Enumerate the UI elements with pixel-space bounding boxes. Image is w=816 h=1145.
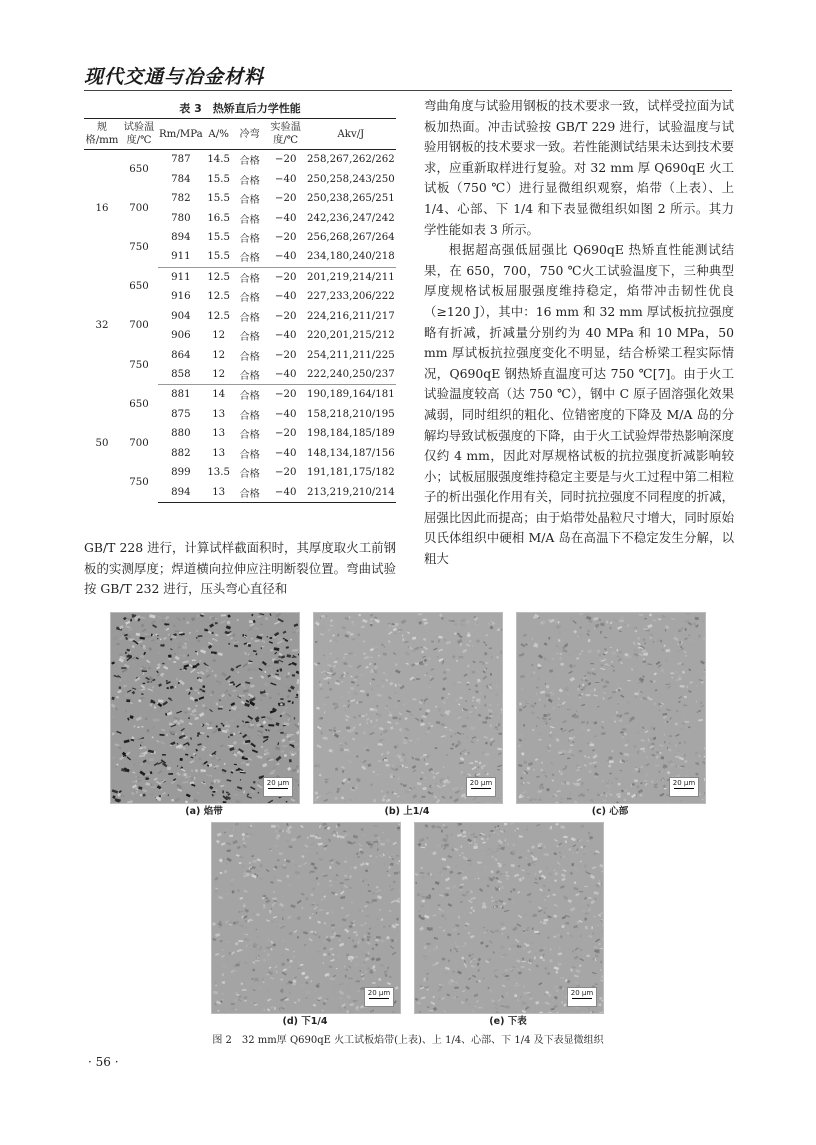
cell-elongation: 14.5	[207, 154, 231, 166]
scale-bar-d	[364, 987, 394, 1007]
cell-test-temp: 750	[129, 477, 149, 489]
cell-impact-temp: −20	[274, 154, 297, 166]
cell-cold-bend: 合格	[234, 482, 266, 502]
cell-rm: 894	[171, 231, 191, 243]
cell-cold-bend: 合格	[239, 273, 260, 285]
panel-label-b: (b) 上1/4	[384, 806, 430, 817]
cell-test-temp: 750	[129, 241, 149, 253]
cell-cold-bend: 合格	[239, 410, 260, 422]
cell-rm: 881	[171, 389, 191, 401]
cell-cold-bend: 合格	[239, 293, 260, 305]
table-row	[84, 228, 396, 247]
figure-caption: 图 2 32 mm厚 Q690qE 火工试板焰带(上表)、上 1/4、心部、下 1/4 及下表显微组织	[212, 1035, 604, 1046]
cell-rm: 911	[158, 247, 204, 267]
cell-impact-temp: −20	[274, 389, 297, 401]
cell-rm: 784	[171, 173, 191, 185]
cell-test-temp: 700	[129, 320, 149, 332]
cell-impact-temp: −20	[274, 349, 297, 361]
cell-impact-temp: −20	[274, 467, 297, 479]
cell-rm: 782	[171, 193, 191, 205]
micrograph-a	[110, 612, 300, 804]
right-column-text	[424, 96, 734, 570]
micrograph-e	[414, 822, 604, 1014]
cell-rm: 780	[171, 212, 191, 224]
cell-cold-bend: 合格	[239, 195, 260, 207]
cell-impact-temp: −20	[274, 193, 297, 205]
cell-akv: 222,240,250/237	[306, 365, 396, 385]
cell-cold-bend: 合格	[239, 430, 260, 442]
cell-impact-temp: −40	[274, 173, 297, 185]
cell-elongation: 13.5	[207, 467, 231, 479]
cell-cold-bend: 合格	[239, 469, 260, 481]
cell-elongation: 13	[212, 408, 226, 420]
col-header-akv: Akv/J	[306, 119, 396, 150]
cell-akv: 148,134,187/156	[306, 447, 395, 459]
left-column-text: GB/T 228 进行，计算试样截面积时，其厚度取火工前钢板的实测厚度；焊道横向拉伸应注明断裂位置。弯曲试验按 GB/T 232 进行，压头弯心直径和	[84, 540, 396, 597]
col-header-elongation: A/%	[204, 119, 234, 150]
paragraph-1: 弯曲角度与试验用钢板的技术要求一致，试样受拉面为试板加热面。冲击试验按 GB/T 229 进行，试验温度与试验用钢板的技术要求一致。若性能测试结果未达到技术要求，应重新取样进行复验。对 32 mm 厚 Q690qE 火工试板（750 ℃）进行显微组织观察，焰带（上表）、上 1/4、心部、下 1/4 和下表显微组织如图 2 所示。其力学性能如表 3 所示。	[424, 98, 734, 237]
cell-test-temp: 750	[129, 359, 149, 371]
cell-rm: 899	[171, 467, 191, 479]
table-row	[84, 424, 396, 443]
cell-rm: 906	[171, 330, 191, 342]
cell-akv: 256,268,267/264	[306, 231, 395, 243]
cell-test-temp: 700	[129, 438, 149, 450]
cell-akv: 250,258,243/250	[306, 173, 395, 185]
journal-title: 现代交通与冶金材料	[84, 66, 265, 88]
cell-cold-bend: 合格	[239, 214, 260, 226]
cell-test-temp: 700	[129, 202, 149, 214]
cell-elongation: 15.5	[207, 193, 231, 205]
table-row	[84, 345, 396, 364]
cell-impact-temp: −20	[274, 310, 297, 322]
cell-akv: 213,219,210/214	[306, 482, 396, 502]
cell-elongation: 14	[212, 389, 226, 401]
micrograph-a-image	[111, 613, 299, 803]
table-row	[84, 267, 396, 287]
cell-impact-temp: −40	[274, 212, 297, 224]
cell-rm: 882	[171, 447, 191, 459]
cell-size: 16	[95, 203, 109, 215]
cell-rm: 875	[171, 408, 191, 420]
cell-impact-temp: −40	[274, 291, 297, 303]
cell-elongation: 12	[204, 365, 234, 385]
table-row	[84, 463, 396, 482]
scale-label-d: 20 μm	[367, 989, 391, 997]
cell-akv: 191,181,175/182	[306, 467, 395, 479]
cell-akv: 250,238,265/251	[306, 193, 395, 205]
cell-elongation: 12.5	[207, 291, 231, 303]
cell-cold-bend: 合格	[239, 332, 260, 344]
mechanical-properties-table	[84, 118, 396, 503]
cell-akv: 234,180,240/218	[306, 247, 396, 267]
scale-bar-b	[466, 777, 496, 797]
cell-cold-bend: 合格	[239, 391, 260, 403]
table-row	[84, 385, 396, 405]
cell-akv: 254,211,211/225	[306, 349, 395, 361]
cell-cold-bend: 合格	[239, 351, 260, 363]
cell-rm: 864	[171, 349, 191, 361]
cell-akv: 224,216,211/217	[306, 310, 395, 322]
panel-label-d: (d) 下1/4	[282, 1016, 328, 1027]
cell-akv: 258,267,262/262	[306, 154, 395, 166]
cell-akv: 198,184,185/189	[306, 428, 395, 440]
cell-impact-temp: −40	[274, 408, 297, 420]
cell-akv: 220,201,215/212	[306, 330, 395, 342]
cell-elongation: 15.5	[204, 247, 234, 267]
paragraph-2: 根据超高强低屈强比 Q690qE 热矫直性能测试结果，在 650，700，750 ℃火工试验温度下，三种典型厚度规格试板屈服强度维持稳定，焰带冲击韧性优良（≥120 J），其中：16 mm 和 32 mm 厚试板抗拉强度略有折减，折减量分别约为 40 MPa 和 10 MPa，50 mm 厚试板抗拉强度变化不明显，结合桥梁工程实际情况，Q690qE 钢热矫直温度可达 750 ℃[7]。由于火工试验温度较高（达 750 ℃），钢中 C 原子固溶强化效果减弱，同时组织的粗化、位错密度的下降及 M/A 岛的分解均导致试板强度的下降，由于火工试验焊带热影响深度仅约 4 mm，因此对厚规格试板的抗拉强度折减影响较小；试板屈服强度维持稳定主要是与火工过程中第二相粒子的析出强化作用有关，同时抗拉强度不同程度的折减，屈强比因此而提高；由于焰带处晶粒尺寸增大，同时原始贝氏体组织中硬相 M/A 岛在高温下不稳定发生分解，以粗大	[424, 242, 734, 567]
cell-impact-temp: −40	[274, 330, 297, 342]
cell-cold-bend: 合格	[239, 175, 260, 187]
cell-rm: 911	[171, 271, 191, 283]
cell-impact-temp: −20	[274, 231, 297, 243]
scale-label-b: 20 μm	[469, 779, 493, 787]
cell-rm: 787	[171, 154, 191, 166]
cell-elongation: 13	[212, 428, 226, 440]
cell-impact-temp: −20	[274, 428, 297, 440]
cell-rm: 858	[158, 365, 204, 385]
cell-elongation: 16.5	[207, 212, 231, 224]
micrograph-b-image	[314, 613, 502, 803]
micrograph-b	[313, 612, 503, 804]
cell-elongation: 12	[212, 349, 226, 361]
table-row	[84, 307, 396, 326]
scale-bar-a	[263, 777, 293, 797]
cell-rm: 916	[171, 291, 191, 303]
cell-impact-temp: −40	[274, 447, 297, 459]
table-body	[84, 150, 396, 503]
cell-size: 32	[95, 320, 109, 332]
micrograph-c-image	[517, 613, 705, 803]
micrograph-d-image	[212, 823, 400, 1013]
cell-cold-bend: 合格	[234, 365, 266, 385]
micrograph-c	[516, 612, 706, 804]
cell-cold-bend: 合格	[239, 156, 260, 168]
cell-akv: 201,219,214/211	[306, 271, 395, 283]
table-row	[84, 189, 396, 208]
table-row	[84, 150, 396, 170]
cell-impact-temp: −40	[266, 365, 306, 385]
cell-elongation: 13	[212, 447, 226, 459]
micrograph-e-image	[415, 823, 603, 1013]
cell-elongation: 15.5	[207, 173, 231, 185]
header-rule	[84, 90, 732, 91]
table-header-row	[84, 119, 396, 150]
cell-impact-temp: −40	[266, 482, 306, 502]
cell-cold-bend: 合格	[239, 233, 260, 245]
col-header-size: 规格/mm	[84, 119, 120, 150]
cell-impact-temp: −20	[274, 271, 297, 283]
cell-test-temp: 650	[129, 163, 149, 175]
cell-rm: 894	[158, 482, 204, 502]
col-header-cold-bend: 冷弯	[234, 119, 266, 150]
panel-label-a: (a) 焰带	[185, 806, 223, 817]
cell-elongation: 15.5	[207, 231, 231, 243]
micrograph-d	[211, 822, 401, 1014]
scale-label-e: 20 μm	[570, 989, 594, 997]
cell-cold-bend: 合格	[239, 449, 260, 461]
cell-elongation: 12.5	[207, 271, 231, 283]
col-header-rm: Rm/MPa	[158, 119, 204, 150]
scale-bar-e	[567, 987, 597, 1007]
col-header-test-temp: 试验温度/℃	[120, 119, 158, 150]
cell-elongation: 12.5	[207, 310, 231, 322]
panel-label-c: (c) 心部	[591, 806, 629, 817]
cell-elongation: 13	[204, 482, 234, 502]
scale-label-a: 20 μm	[266, 779, 290, 787]
cell-rm: 880	[171, 428, 191, 440]
scale-bar-c	[669, 777, 699, 797]
panel-label-e: (e) 下表	[489, 1016, 527, 1027]
cell-cold-bend: 合格	[234, 247, 266, 267]
cell-akv: 190,189,164/181	[306, 389, 395, 401]
cell-size: 50	[95, 438, 109, 450]
col-header-impact-temp: 实验温度/℃	[266, 119, 306, 150]
cell-cold-bend: 合格	[239, 312, 260, 324]
page-number: · 56 ·	[88, 1055, 119, 1069]
cell-akv: 242,236,247/242	[306, 212, 395, 224]
cell-test-temp: 650	[129, 398, 149, 410]
table-caption: 表 3 热矫直后力学性能	[179, 102, 301, 115]
cell-elongation: 12	[212, 330, 226, 342]
cell-impact-temp: −40	[266, 247, 306, 267]
scale-label-c: 20 μm	[672, 779, 696, 787]
cell-akv: 158,218,210/195	[306, 408, 395, 420]
cell-rm: 904	[171, 310, 191, 322]
cell-akv: 227,233,206/222	[306, 291, 395, 303]
cell-test-temp: 650	[129, 281, 149, 293]
